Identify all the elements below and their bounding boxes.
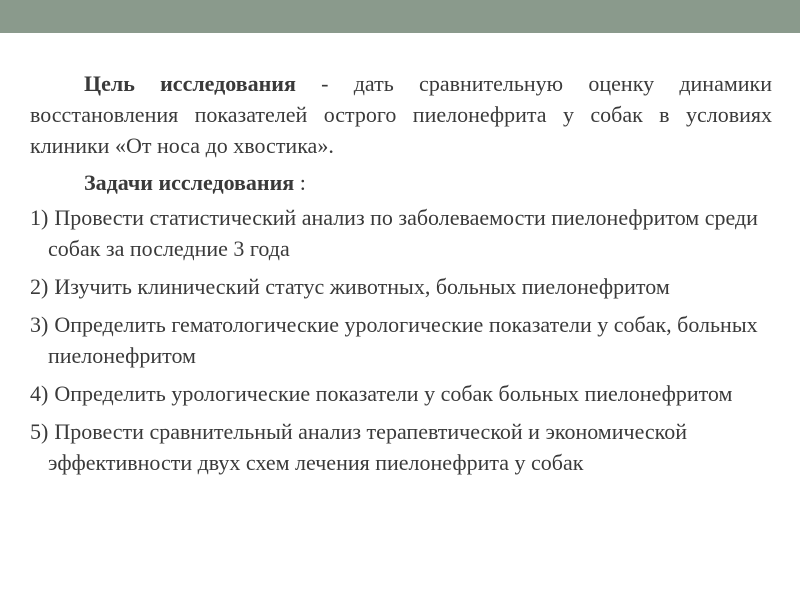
task-number: 4) <box>30 381 49 406</box>
tasks-list <box>30 202 772 478</box>
task-item-4 <box>30 378 772 409</box>
task-text: Изучить клинический статус животных, больных пиелонефритом <box>54 274 670 299</box>
tasks-heading <box>84 167 772 198</box>
goal-paragraph <box>30 68 772 161</box>
task-text: Определить урологические показатели у собак больных пиелонефритом <box>54 381 733 406</box>
task-number: 1) <box>30 205 49 230</box>
task-item-5 <box>30 416 772 478</box>
task-item-2 <box>30 271 772 302</box>
task-number: 5) <box>30 419 49 444</box>
tasks-heading-suffix: : <box>294 170 306 195</box>
header-band <box>0 0 800 33</box>
task-number: 3) <box>30 312 49 337</box>
task-item-3 <box>30 309 772 371</box>
task-item-1 <box>30 202 772 264</box>
task-text: Определить гематологические урологические показатели у собак, больных пиелонефритом <box>48 312 758 368</box>
tasks-heading-label: Задачи исследования <box>84 170 295 195</box>
task-text: Провести статистический анализ по заболеваемости пиелонефритом среди собак за последние 3 года <box>48 205 758 261</box>
task-number: 2) <box>30 274 49 299</box>
goal-text: - дать сравнительную оценку динамики восстановления показателей острого пиелонефрита у собак в условиях клиники «От носа до хвостика». <box>30 71 773 158</box>
goal-label: Цель исследования <box>84 71 296 96</box>
slide-content <box>30 68 772 485</box>
task-text: Провести сравнительный анализ терапевтической и экономической эффективности двух схем лечения пиелонефрита у собак <box>48 419 687 475</box>
